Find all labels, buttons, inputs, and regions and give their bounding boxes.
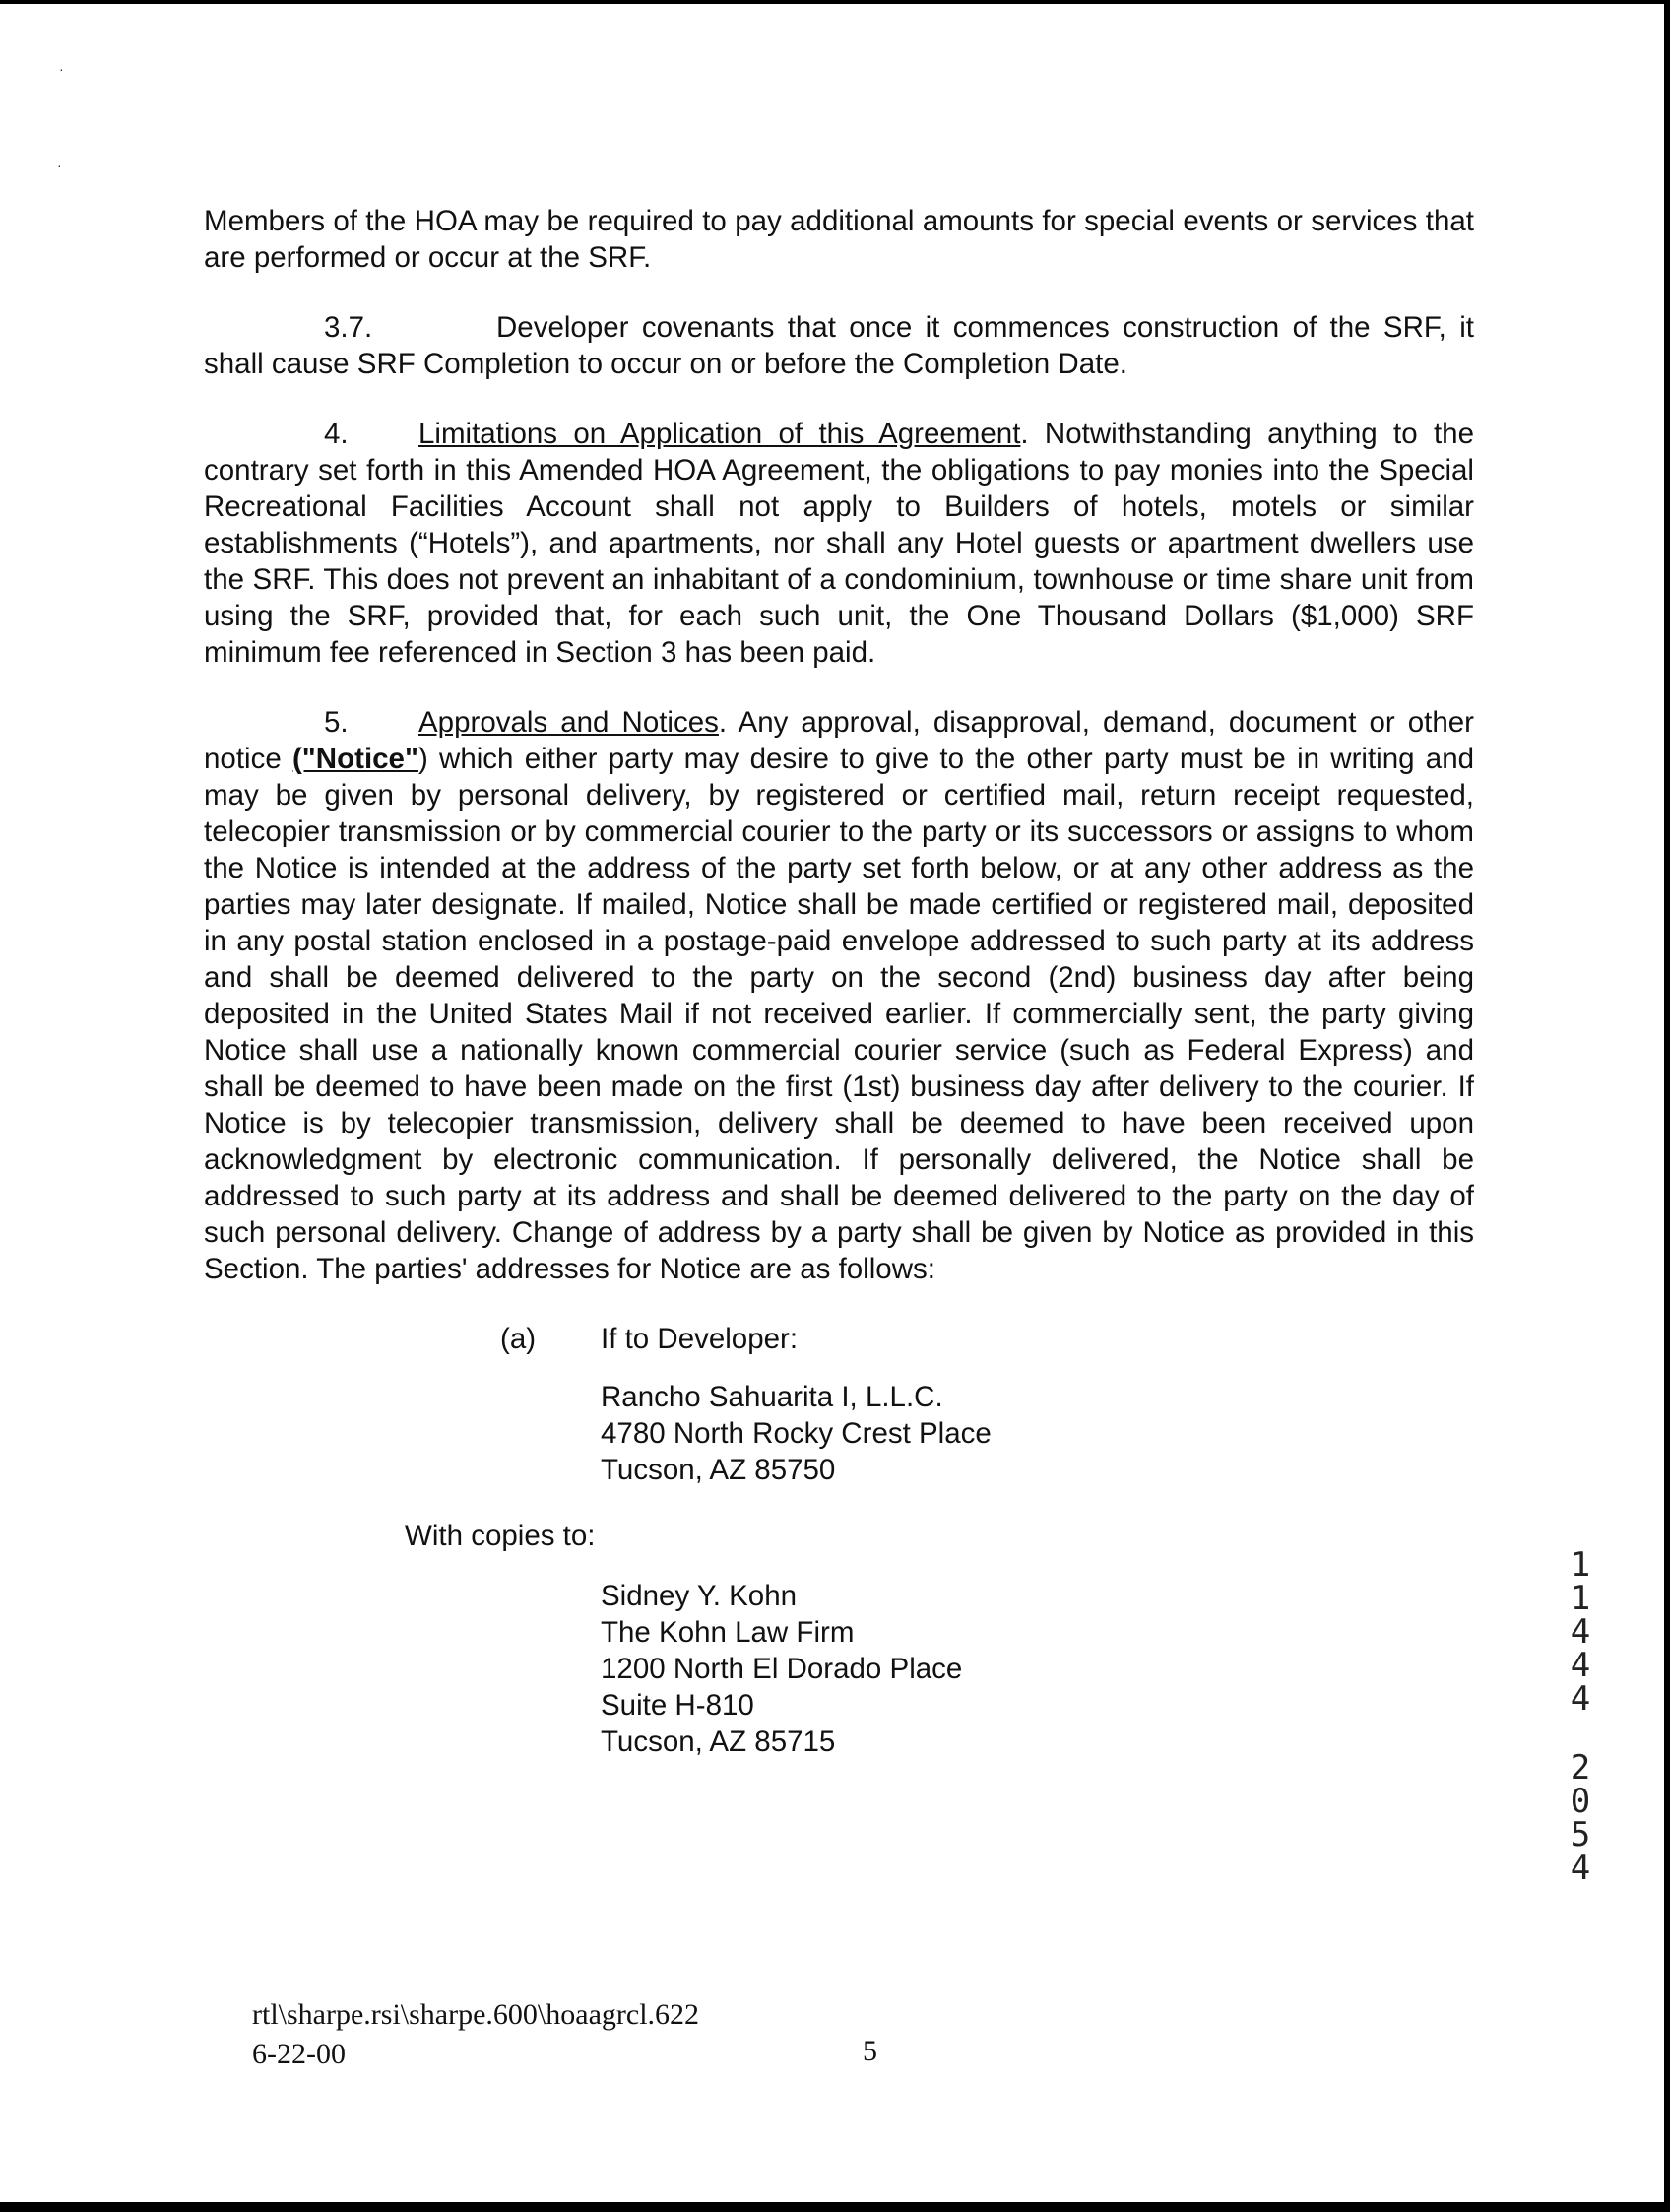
address-line: 4780 North Rocky Crest Place	[601, 1417, 992, 1450]
scan-border-top	[0, 0, 1670, 4]
section-number: 5.	[324, 706, 349, 739]
stamp-digit: 1	[1570, 1579, 1591, 1618]
section-number: 3.7.	[324, 311, 373, 344]
section-title: Limitations on Application of this Agreement	[418, 418, 1021, 450]
page-number: 5	[863, 2035, 877, 2067]
copies-address	[601, 1578, 1474, 1760]
stamp-digit: 4	[1570, 1849, 1591, 1888]
recording-stamp	[1569, 1545, 1592, 1888]
address-line: Suite H-810	[601, 1689, 754, 1722]
address-line: Tucson, AZ 85715	[601, 1725, 836, 1758]
address-line: Tucson, AZ 85750	[601, 1454, 836, 1486]
stamp-digit: 4	[1570, 1679, 1591, 1719]
stamp-digit: 1	[1570, 1545, 1591, 1585]
paragraph-4	[204, 416, 1474, 671]
footer	[252, 1995, 699, 2074]
developer-label: If to Developer:	[601, 1323, 799, 1355]
scan-border-right	[1664, 0, 1670, 2212]
copies-label: With copies to:	[405, 1520, 596, 1552]
footer-date: 6-22-00	[252, 2038, 346, 2070]
document-body	[204, 203, 1474, 1760]
scan-speck: ·	[59, 61, 64, 77]
scan-border-bottom	[0, 2202, 1670, 2212]
paragraph-hoa-members: Members of the HOA may be required to pay additional amounts for special events or services that are performed or occur at the SRF.	[204, 205, 1474, 274]
notice-defined-term: ("Notice"	[291, 743, 418, 775]
file-path: rtl\sharpe.rsi\sharpe.600\hoaagrcl.622	[252, 1998, 700, 2031]
section-text: . Any approval, disapproval, demand, document or other notice	[204, 706, 1474, 775]
section-title: Approvals and Notices	[418, 706, 719, 739]
address-line: 1200 North El Dorado Place	[601, 1653, 963, 1685]
stamp-digit: 2	[1570, 1748, 1591, 1788]
section-number: 4.	[324, 418, 349, 450]
paragraph-5	[204, 704, 1474, 1287]
section-text: Developer covenants that once it commences construction of the SRF, it shall cause SRF Completion to occur on or before the Completion Date.	[204, 311, 1474, 380]
section-text: ) which either party may desire to give to the other party must be in writing and may be given by personal delivery, by registered or certified mail, return receipt requested, telecopier transmission or by commercial courier to the party or its successors or assigns to whom the Notice is intended at the address of the party set forth below, or at any other address as the parties may later designate. If mailed, Notice shall be made certified or registered mail, deposited in any postal station enclosed in a postage-paid envelope addressed to such party at its address and shall be deemed delivered to the party on the second (2nd) business day after being deposited in the United States Mail if not received earlier. If commercially sent, the party giving Notice shall use a nationally known commercial courier service (such as Federal Express) and shall be deemed to have been made on the first (1st) business day after delivery to the courier. If Notice is by telecopier transmission, delivery shall be deemed to have been received upon acknowledgment by electronic communication. If personally delivered, the Notice shall be addressed to such party at its address and shall be deemed delivered to the party on the day of such personal delivery. Change of address by a party shall be given by Notice as provided in this Section. The parties' addresses for Notice are as follows:	[204, 743, 1475, 1285]
stamp-digit: 4	[1570, 1646, 1591, 1685]
scan-speck: ·	[57, 158, 62, 173]
developer-address	[601, 1379, 1474, 1488]
item-tag: (a)	[500, 1323, 537, 1355]
address-line: Rancho Sahuarita I, L.L.C.	[601, 1381, 943, 1413]
section-text: . Notwithstanding anything to the contrary set forth in this Amended HOA Agreement, the obligations to pay monies into the Special Recreational Facilities Account shall not apply to Builders of hotels, motels or similar establishments (“Hotels”), and apartments, nor shall any Hotel guests or apartment dwellers use the SRF. This does not prevent an inhabitant of a condominium, townhouse or time share unit from using the SRF, provided that, for each such unit, the One Thousand Dollars ($1,000) SRF minimum fee referenced in Section 3 has been paid.	[204, 418, 1474, 669]
address-line: Sidney Y. Kohn	[601, 1580, 798, 1612]
stamp-digit: 4	[1570, 1612, 1591, 1652]
stamp-digit: 0	[1570, 1782, 1591, 1821]
paragraph-3-7	[204, 309, 1474, 382]
address-line: The Kohn Law Firm	[601, 1616, 855, 1649]
developer-heading	[500, 1321, 1474, 1357]
stamp-digit: 5	[1570, 1815, 1591, 1854]
